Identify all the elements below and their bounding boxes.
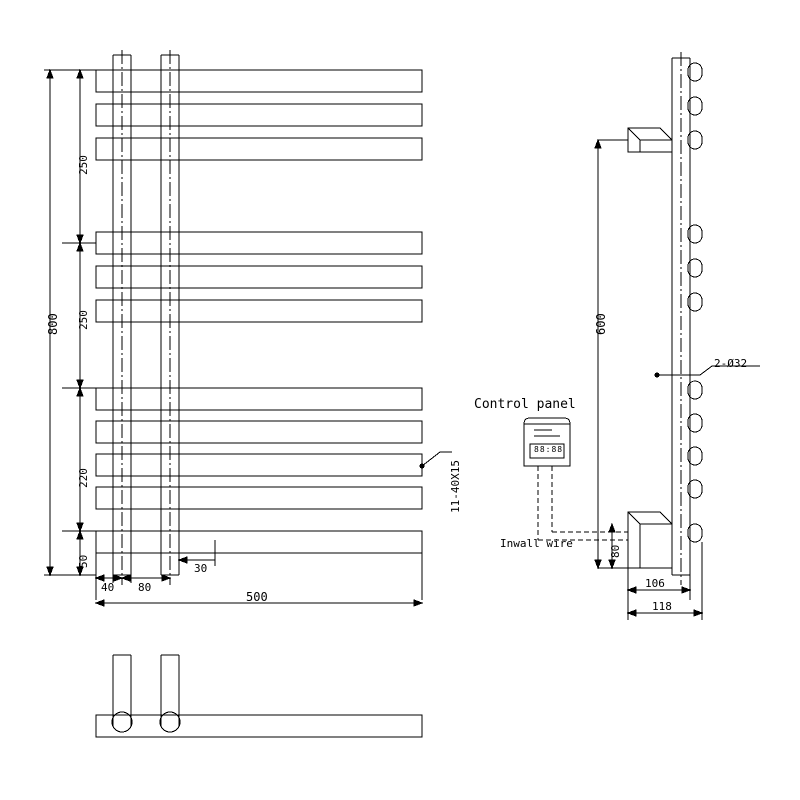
front-rail-centerlines: [122, 50, 170, 585]
front-bar-group-lower: [96, 388, 422, 553]
front-bar-note-leader: [420, 452, 452, 468]
dim-overall-width-500: 500: [246, 590, 268, 604]
dim-40: 40: [101, 581, 115, 594]
label-control-panel: Control panel: [474, 397, 576, 412]
dim-220: 220: [77, 468, 90, 488]
side-view: [672, 52, 690, 585]
dim-600: 600: [594, 313, 608, 335]
dim-80-bracket: 80: [609, 544, 622, 558]
dim-50: 50: [77, 554, 90, 568]
dim-80: 80: [138, 581, 152, 594]
dim-118: 118: [652, 600, 672, 613]
inwall-wire: [538, 466, 628, 540]
dim-overall-height-800: 800: [46, 313, 60, 335]
dim-30: 30: [194, 562, 208, 575]
side-view-brackets: [628, 128, 672, 568]
label-inwall-wire: Inwall wire: [500, 537, 573, 550]
dim-250-lower: 250: [77, 310, 90, 330]
dim-250-upper: 250: [77, 155, 90, 175]
dim-106: 106: [645, 577, 665, 590]
note-bar-section: 11-40X15: [449, 460, 462, 513]
front-vertical-rails: [113, 55, 179, 575]
bottom-view: [96, 655, 422, 737]
note-hole-2-dia32: 2-Ø32: [714, 357, 748, 370]
control-panel-display: 88:88: [534, 445, 564, 454]
front-bar-group-top: [96, 70, 422, 160]
control-panel-graphic: [524, 418, 570, 466]
front-bar-group-middle: [96, 232, 422, 322]
